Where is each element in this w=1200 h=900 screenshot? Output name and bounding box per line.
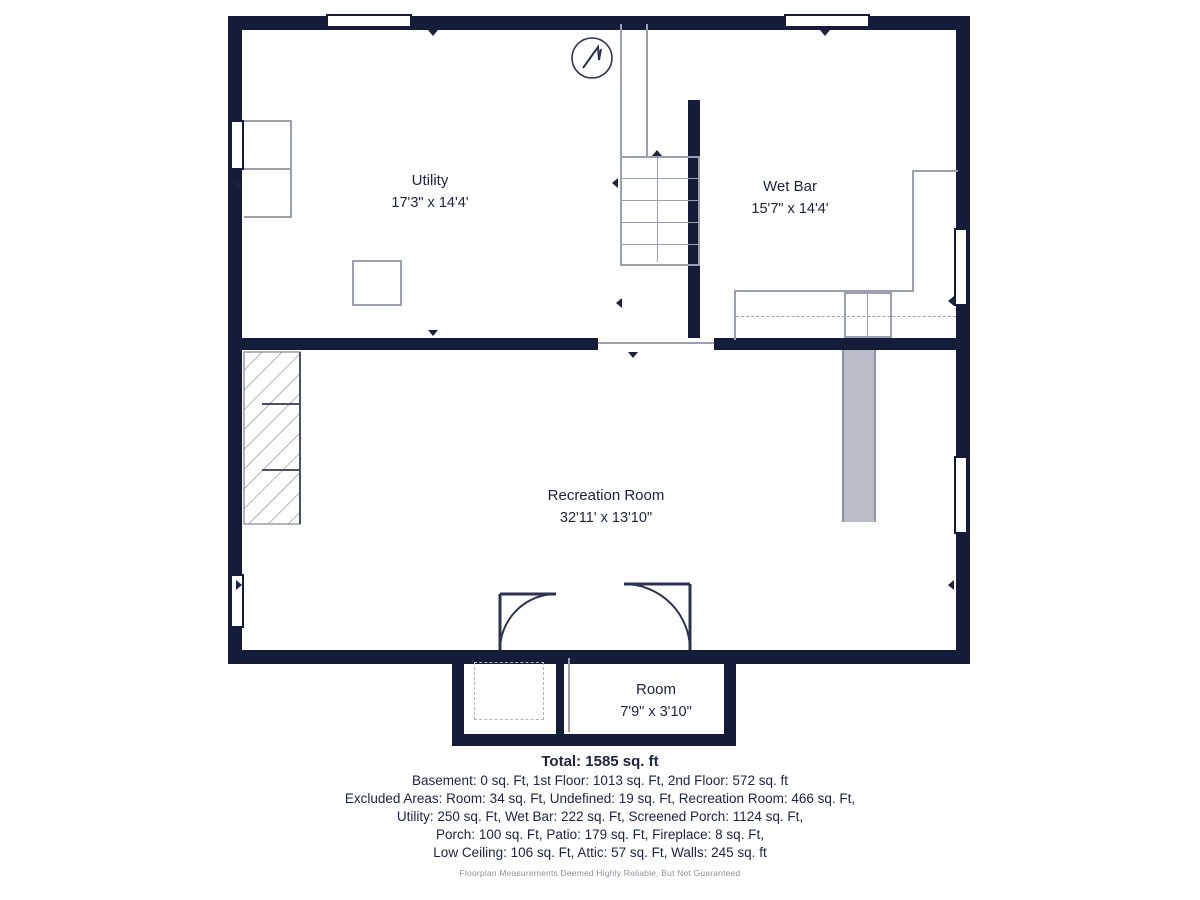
wetbar-sink-box-left xyxy=(844,292,846,338)
room-label-wetbar xyxy=(690,176,890,220)
room-label-utility xyxy=(330,170,530,214)
arrow-left-lower xyxy=(236,580,242,590)
stairs-direction-line xyxy=(657,156,658,262)
wetbar-counter-right xyxy=(912,170,914,292)
arrow-interior-left xyxy=(428,330,438,336)
wetbar-sink-box-top xyxy=(844,292,892,294)
wetbar-sink-box-bottom xyxy=(844,336,892,338)
summary-line-3: Utility: 250 sq. Ft, Wet Bar: 222 sq. Ft, Screened Porch: 1124 sq. Ft, xyxy=(396,809,804,824)
left-upper-closet-mid xyxy=(244,168,292,170)
arrow-interior-center xyxy=(628,352,638,358)
area-summary xyxy=(0,752,1200,862)
left-upper-closet-top xyxy=(244,120,292,122)
stairs-outline-bottom xyxy=(620,264,700,266)
room-label-room xyxy=(556,679,756,723)
window-left-upper xyxy=(230,120,244,170)
arrow-stairs-left xyxy=(612,178,618,188)
room-dimensions-recreation-room: 32'11' x 13'10" xyxy=(559,510,653,526)
door-swing-right-arc xyxy=(624,584,690,650)
arrow-top-right xyxy=(820,30,830,36)
summary-line-5: Low Ceiling: 106 sq. Ft, Attic: 57 sq. Ft, Walls: 245 sq. ft xyxy=(433,845,767,860)
utility-fixture-box-top xyxy=(352,260,402,262)
utility-fixture-box-bottom xyxy=(352,304,402,306)
wetbar-sink-box-right xyxy=(890,292,892,338)
wetbar-counter-upper xyxy=(912,170,958,172)
arrow-left-upper xyxy=(236,180,242,190)
wetbar-counter-dashed xyxy=(736,316,956,317)
bumpout-wall-left xyxy=(452,650,464,746)
room-name-room: Room xyxy=(635,681,676,698)
stairs-outline-left xyxy=(620,156,622,266)
stairs-tread-2 xyxy=(620,200,700,201)
structural-column-edge-right xyxy=(874,350,876,522)
summary-line-1: Basement: 0 sq. Ft, 1st Floor: 1013 sq. Ft, 2nd Floor: 572 sq. ft xyxy=(412,773,788,788)
room-dimensions-room: 7'9" x 3'10" xyxy=(620,704,692,720)
summary-line-4: Porch: 100 sq. Ft, Patio: 179 sq. Ft, Fireplace: 8 sq. Ft, xyxy=(436,827,764,842)
room-name-wetbar: Wet Bar xyxy=(763,178,817,195)
stairs-outline-top xyxy=(620,156,700,158)
arrow-right-lower xyxy=(948,580,954,590)
arrow-wetbar-opening xyxy=(616,298,622,308)
measurement-disclaimer: Floorplan Measurements Deemed Highly Reliable, But Not Guaranteed xyxy=(459,868,741,878)
exterior-wall-bottom-left xyxy=(228,650,460,664)
stairs-up-arrow-icon xyxy=(652,150,662,156)
summary-line-2: Excluded Areas: Room: 34 sq. Ft, Undefined: 19 sq. Ft, Recreation Room: 466 sq. Ft, xyxy=(344,791,856,806)
utility-fixture-box-right xyxy=(400,260,402,306)
room-name-utility: Utility xyxy=(411,172,449,189)
arrow-right-upper xyxy=(948,296,954,306)
exterior-wall-bottom-right xyxy=(736,650,970,664)
structural-column-edge-left xyxy=(842,350,844,522)
wetbar-sink-divider xyxy=(867,292,868,338)
stairs-tread-4 xyxy=(620,244,700,245)
wetbar-counter-left xyxy=(734,290,736,340)
room-label-recreation-room xyxy=(506,485,706,529)
window-top-right xyxy=(784,14,870,28)
interior-wall-horizontal-left xyxy=(228,338,598,350)
room-name-recreation-room: Recreation Room xyxy=(547,487,665,504)
hatched-area xyxy=(244,352,300,524)
bumpout-fixture-dashed xyxy=(474,662,544,720)
compass-icon-circle xyxy=(572,38,612,78)
window-top-left xyxy=(326,14,412,28)
arrow-top-left xyxy=(428,30,438,36)
stairwell-shaft-left xyxy=(646,24,648,156)
interior-wall-horizontal-right xyxy=(714,338,970,350)
stairs-tread-1 xyxy=(620,178,700,179)
room-dimensions-utility: 17'3" x 14'4' xyxy=(391,195,469,211)
stairs-tread-3 xyxy=(620,222,700,223)
compass-icon-needle xyxy=(583,47,601,68)
left-upper-closet-bottom xyxy=(244,216,292,218)
total-area-label: Total: 1585 sq. ft xyxy=(541,753,659,770)
bumpout-wall-bottom xyxy=(452,734,736,746)
window-right-upper xyxy=(954,228,968,306)
opening-threshold-line xyxy=(598,342,714,344)
window-right-lower xyxy=(954,456,968,534)
structural-column xyxy=(842,350,876,522)
door-swing-left-arc xyxy=(500,594,556,650)
stairwell-shaft-right xyxy=(620,24,622,156)
utility-fixture-box-left xyxy=(352,260,354,306)
room-dimensions-wetbar: 15'7" x 14'4' xyxy=(751,201,829,217)
